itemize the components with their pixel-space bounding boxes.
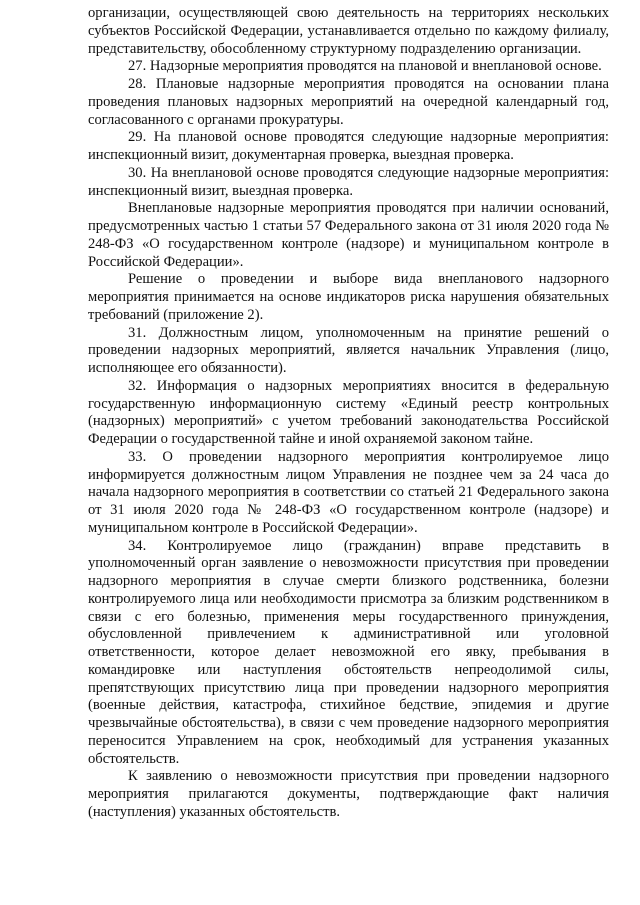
paragraph-unscheduled-grounds: Внеплановые надзорные мероприятия проводятся при наличии оснований, предусмотренных частью 1 статьи 57 Федерального закона от 31 июля 2020 года № 248-ФЗ «О государственном контроле (надзоре) и муниципальном контроле в Российской Федерации».: [88, 200, 609, 270]
document-page: [88, 5, 609, 822]
paragraph-28: 28. Плановые надзорные мероприятия проводятся на основании плана проведения плановых надзорных мероприятий на очередной календарный год, согласованного с органами прокуратуры.: [88, 76, 609, 128]
paragraph-30: 30. На внеплановой основе проводятся следующие надзорные мероприятия: инспекционный визит, выездная проверка.: [88, 164, 609, 199]
paragraph-decision: Решение о проведении и выборе вида внепланового надзорного мероприятия принимается на основе индикаторов риска нарушения обязательных требований (приложение 2).: [88, 271, 609, 323]
paragraph-32: 32. Информация о надзорных мероприятиях вносится в федеральную государственную информационную систему «Единый реестр контрольных (надзорных) мероприятий» с учетом требований законодательства Российской Федерации о государственной тайне и иной охраняемой законом тайне.: [88, 377, 609, 447]
paragraph-27: 27. Надзорные мероприятия проводятся на плановой и внеплановой основе.: [128, 58, 602, 75]
paragraph-34: 34. Контролируемое лицо (гражданин) вправе представить в уполномоченный орган заявление о невозможности присутствия при проведении надзорного мероприятия в случае смерти близкого родственника, болезни контролируемого лица или необходимости присмотра за близким родственником в связи с его болезнью, применения меры государственного принуждения, обусловленной привлечением к административной или уголовной ответственности, которое делает невозможной его явку, пребывания в командировке или наступления обстоятельств непреодолимой силы, препятствующих присутствию лица при проведении надзорного мероприятия (военные действия, катастрофа, стихийное бедствие, эпидемия и другие чрезвычайные обстоятельства), в связи с чем проведение надзорного мероприятия переносится Управлением на срок, необходимый для устранения указанных обстоятельств.: [88, 537, 609, 767]
paragraph-33: 33. О проведении надзорного мероприятия контролируемое лицо информируется должностным лицом Управления не позднее чем за 24 часа до начала надзорного мероприятия в соответствии со статьей 21 Федерального закона от 31 июля 2020 года № 248-ФЗ «О государственном контроле (надзоре) и муниципальном контроле в Российской Федерации».: [88, 448, 609, 536]
paragraph-29: 29. На плановой основе проводятся следующие надзорные мероприятия: инспекционный визит, документарная проверка, выездная проверка.: [88, 129, 609, 163]
paragraph-continuation: организации, осуществляющей свою деятельность на территориях нескольких субъектов Российской Федерации, устанавливается отдельно по каждому филиалу, представительству, обособленному структурному подразделению организации.: [88, 5, 609, 57]
paragraph-31: 31. Должностным лицом, уполномоченным на принятие решений о проведении надзорных мероприятий, является начальник Управления (лицо, исполняющее его обязанности).: [88, 324, 609, 376]
paragraph-attachments: К заявлению о невозможности присутствия при проведении надзорного мероприятия прилагаются документы, подтверждающие факт наличия (наступления) указанных обстоятельств.: [88, 768, 609, 820]
